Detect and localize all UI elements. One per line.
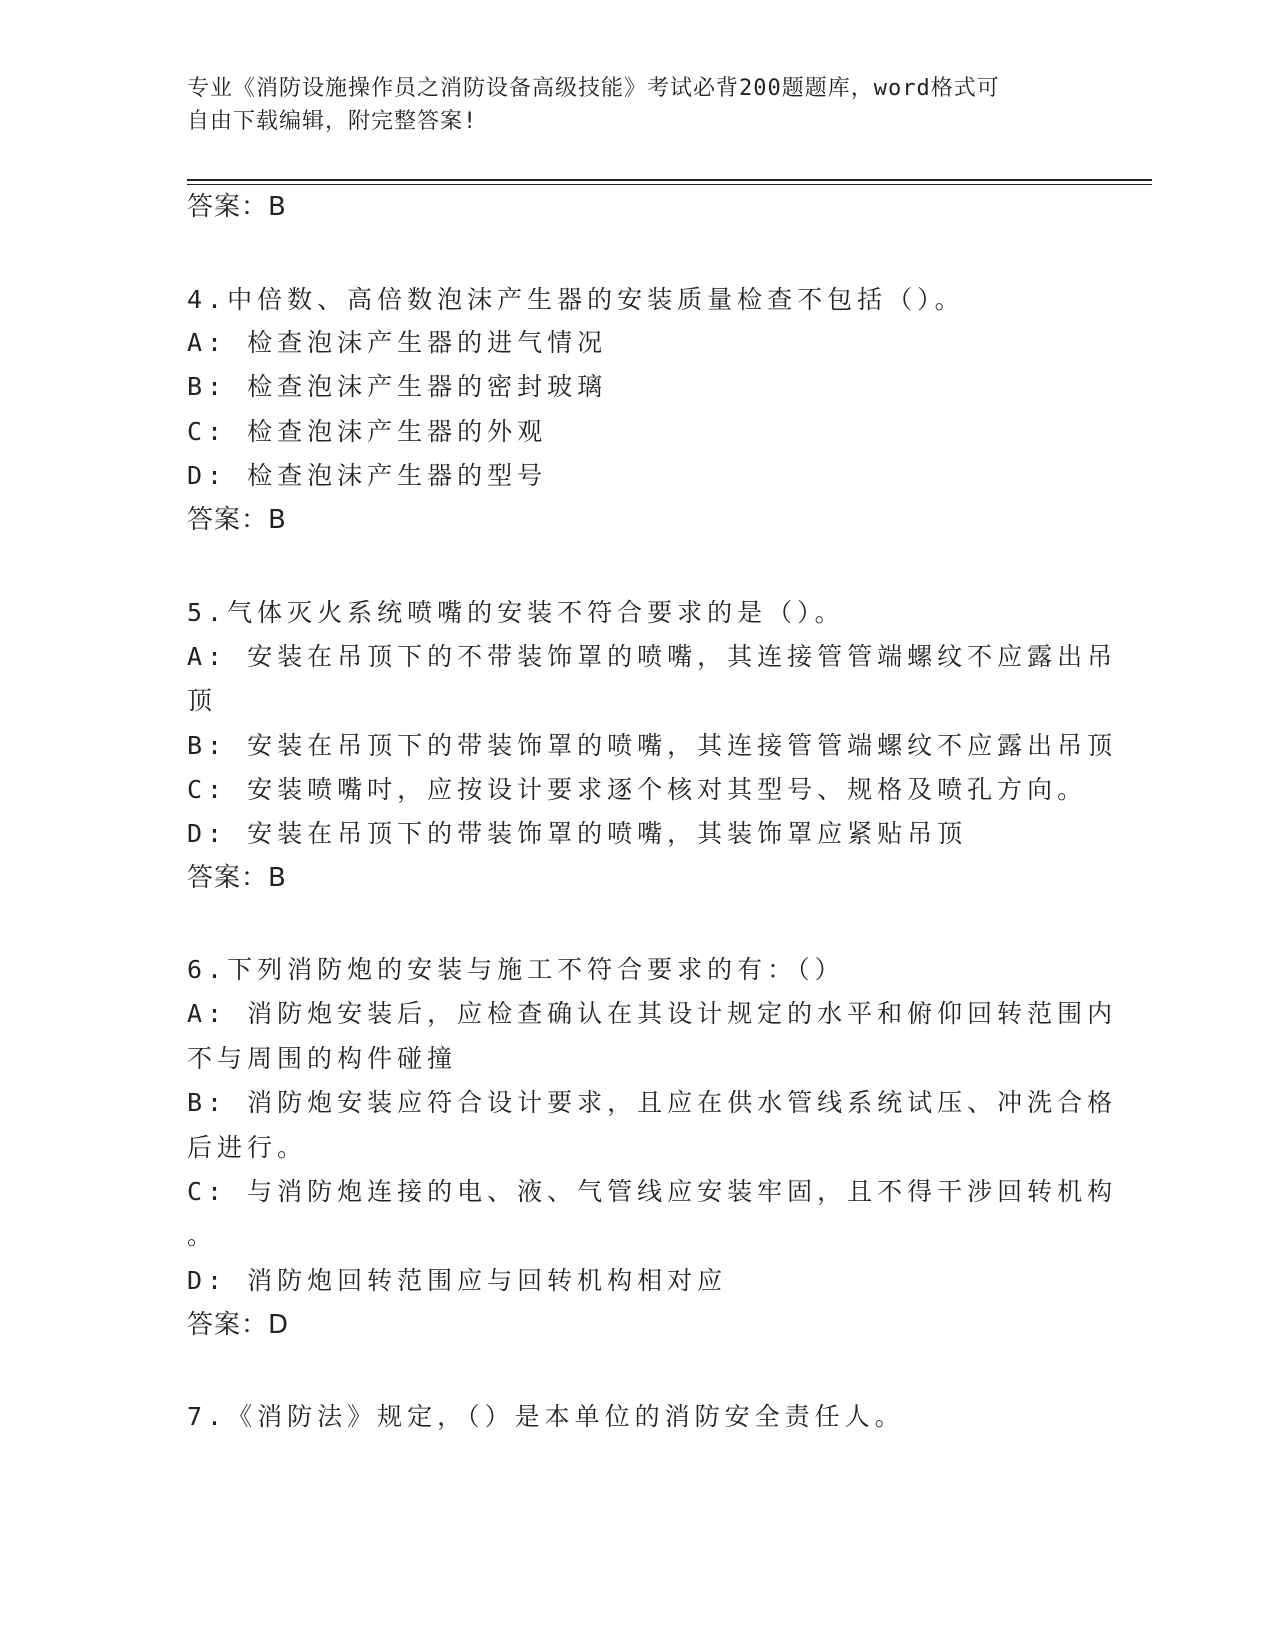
answer-q6: 答案：D bbox=[187, 1310, 290, 1340]
answer-q3: 答案：B bbox=[187, 192, 287, 222]
question-6-stem: 6.下列消防炮的安装与施工不符合要求的有：（） bbox=[187, 955, 845, 984]
question-6-option-d: D: 消防炮回转范围应与回转机构相对应 bbox=[187, 1266, 728, 1295]
question-5-stem: 5.气体灭火系统喷嘴的安装不符合要求的是（）。 bbox=[187, 598, 845, 627]
question-6-option-a-cont: 不与周围的构件碰撞 bbox=[187, 1044, 458, 1073]
question-5-option-a: A: 安装在吊顶下的不带装饰罩的喷嘴，其连接管管端螺纹不应露出吊 bbox=[187, 642, 1118, 671]
header-divider-thin bbox=[187, 184, 1152, 185]
question-6-option-b-cont: 后进行。 bbox=[187, 1133, 308, 1162]
answer-q5: 答案：B bbox=[187, 863, 287, 893]
question-6-option-a: A: 消防炮安装后，应检查确认在其设计规定的水平和俯仰回转范围内 bbox=[187, 999, 1118, 1028]
question-4-option-c: C: 检查泡沫产生器的外观 bbox=[187, 417, 548, 446]
question-6-option-b: B: 消防炮安装应符合设计要求，且应在供水管线系统试压、冲洗合格 bbox=[187, 1088, 1118, 1117]
question-5-option-a-cont: 顶 bbox=[187, 686, 218, 715]
question-4-option-a: A: 检查泡沫产生器的进气情况 bbox=[187, 328, 608, 357]
question-5-option-b: B: 安装在吊顶下的带装饰罩的喷嘴，其连接管管端螺纹不应露出吊顶 bbox=[187, 731, 1118, 760]
question-6-option-c-cont: 。 bbox=[187, 1221, 218, 1250]
header-line-1: 专业《消防设施操作员之消防设备高级技能》考试必背200题题库，word格式可 bbox=[187, 76, 1000, 101]
header-divider-thick bbox=[187, 179, 1152, 181]
answer-q4: 答案：B bbox=[187, 505, 287, 535]
question-4-option-b: B: 检查泡沫产生器的密封玻璃 bbox=[187, 372, 608, 401]
question-4-stem: 4.中倍数、高倍数泡沫产生器的安装质量检查不包括（）。 bbox=[187, 285, 965, 314]
document-header bbox=[187, 72, 1087, 138]
question-6-option-c: C: 与消防炮连接的电、液、气管线应安装牢固，且不得干涉回转机构 bbox=[187, 1177, 1118, 1206]
question-5-option-c: C: 安装喷嘴吋，应按设计要求逐个核对其型号、规格及喷孔方向。 bbox=[187, 775, 1088, 804]
question-4-option-d: D: 检查泡沫产生器的型号 bbox=[187, 461, 548, 490]
question-7-stem: 7.《消防法》规定，（）是本单位的消防安全责任人。 bbox=[187, 1402, 905, 1431]
question-5-option-d: D: 安装在吊顶下的带装饰罩的喷嘴，其装饰罩应紧贴吊顶 bbox=[187, 819, 968, 848]
header-line-2: 自由下载编辑，附完整答案! bbox=[187, 109, 478, 134]
